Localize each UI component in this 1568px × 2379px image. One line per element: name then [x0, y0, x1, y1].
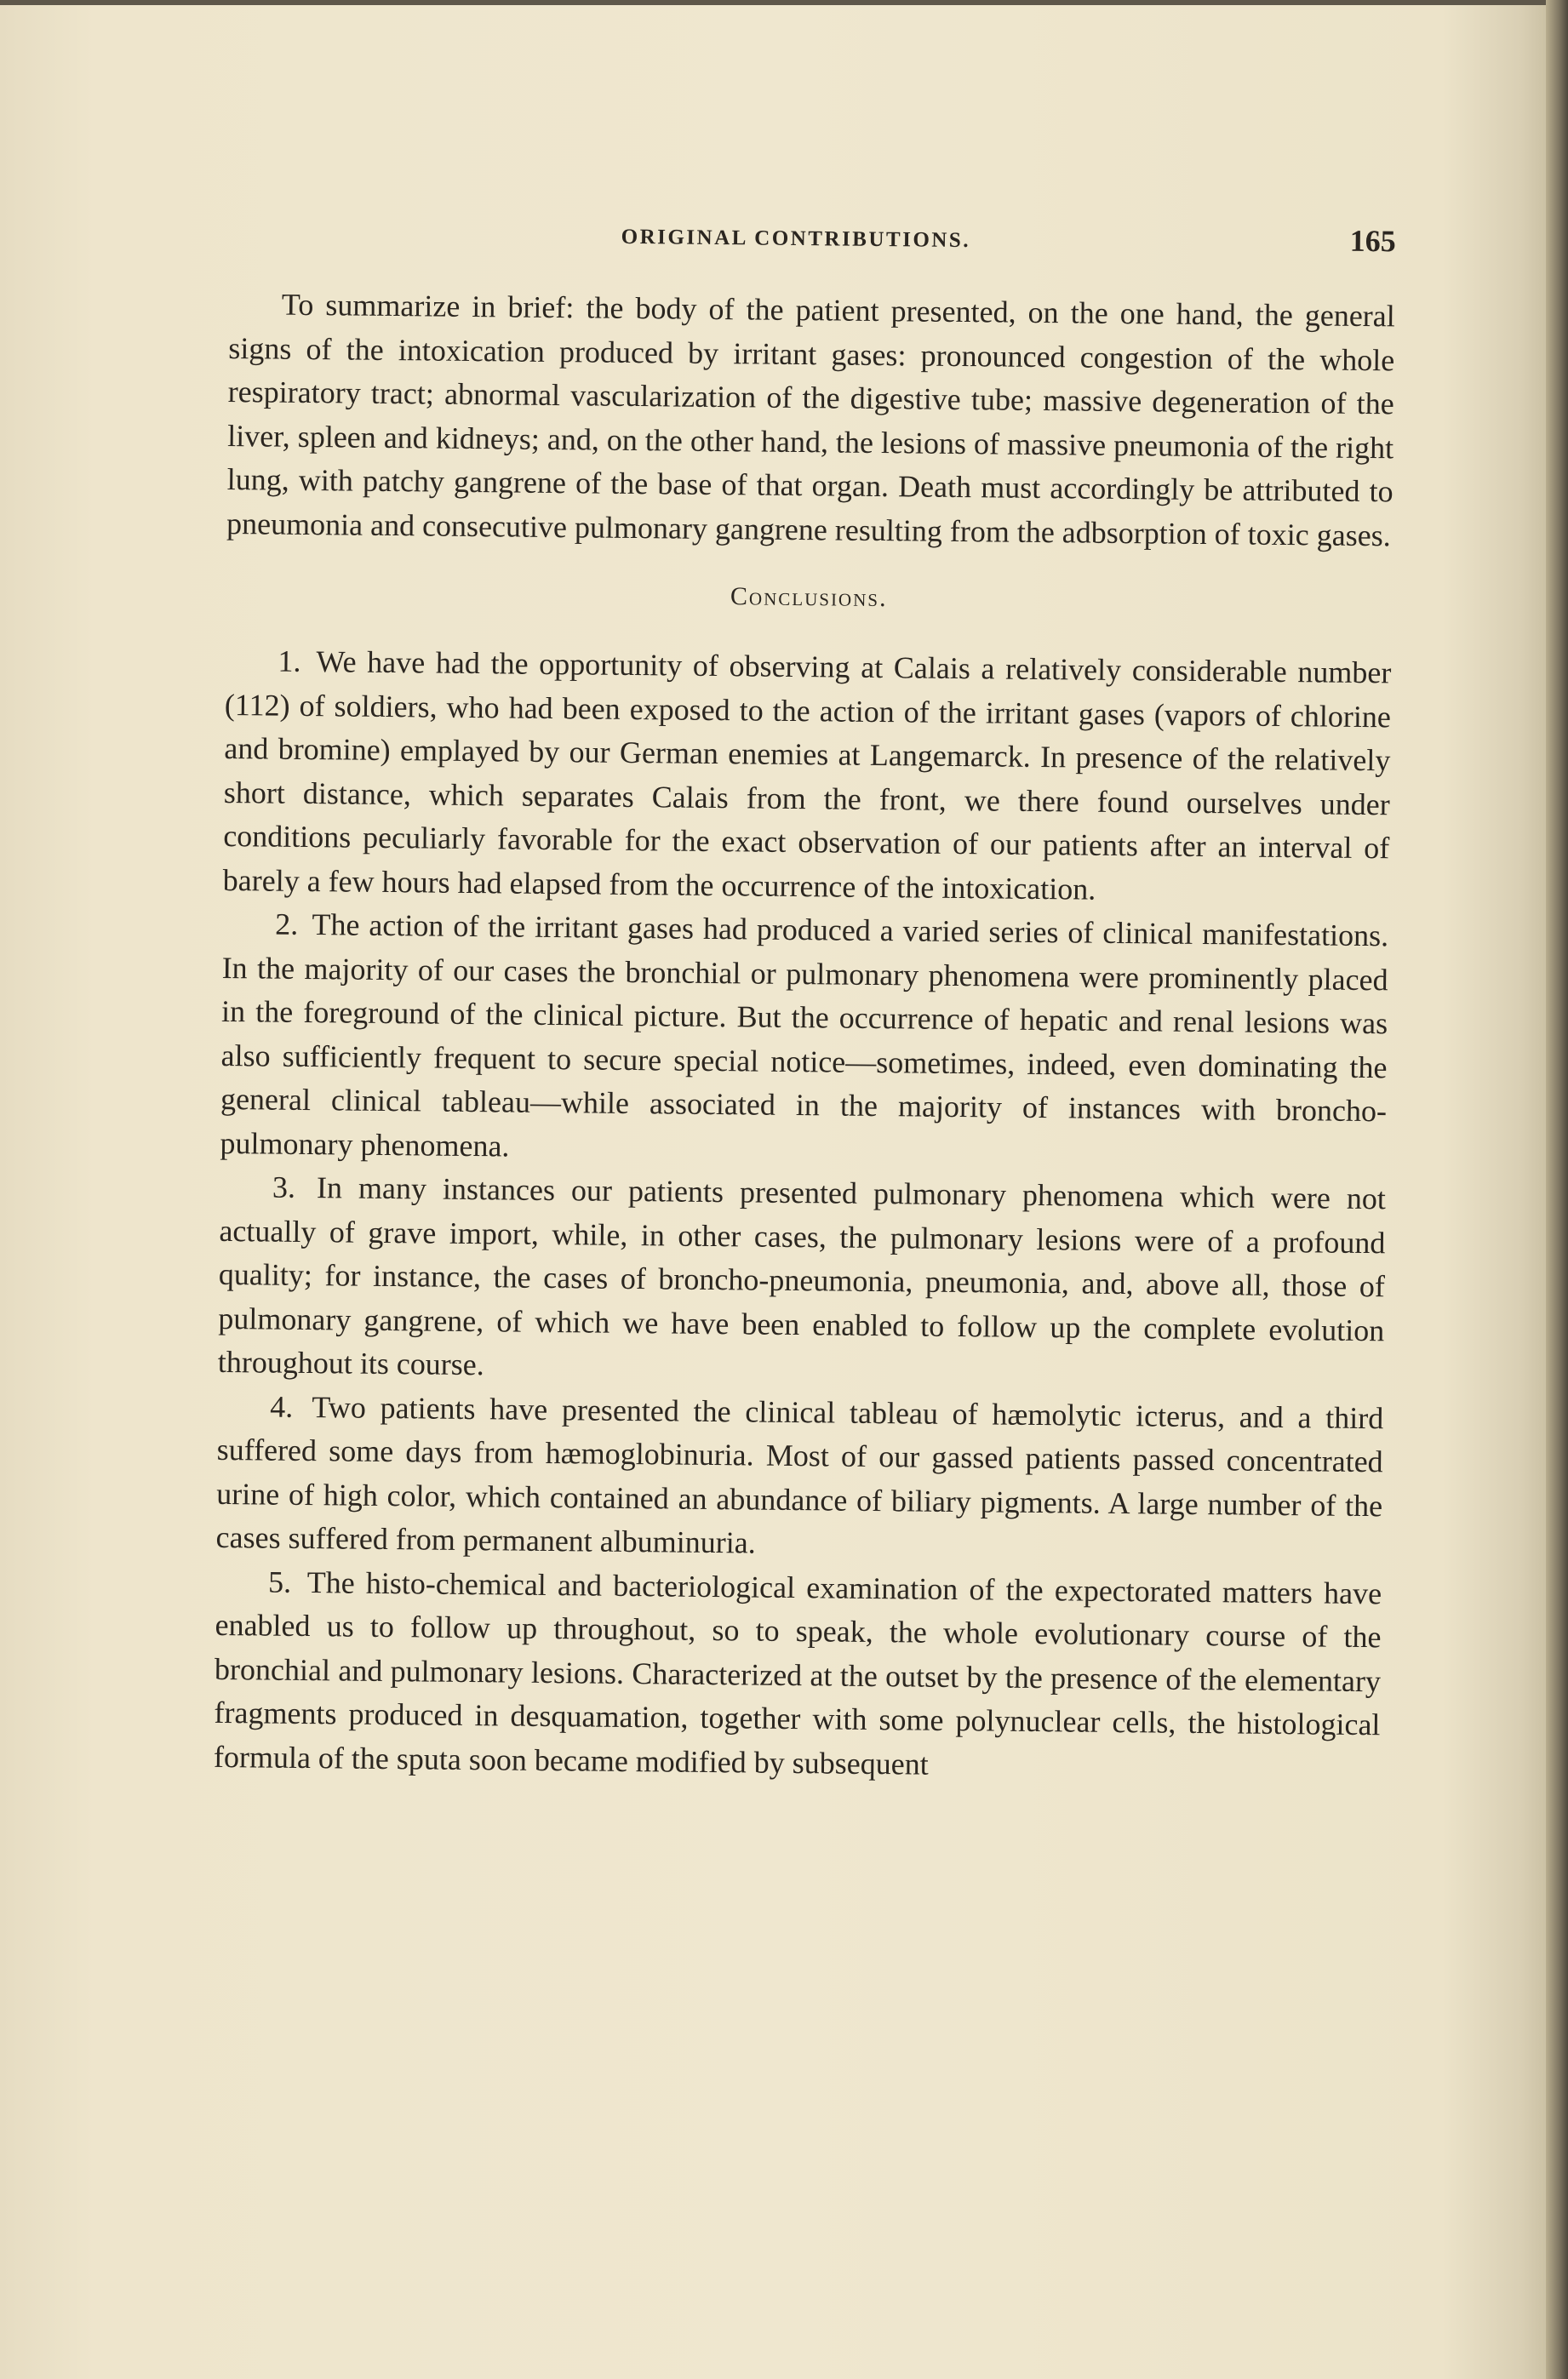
page-binding-edge [1546, 0, 1568, 2379]
page-content [214, 211, 1396, 1791]
conclusion-item-1 [222, 639, 1391, 914]
conclusion-number: 2. [275, 906, 299, 941]
conclusion-item-5 [214, 1559, 1382, 1791]
conclusion-text: The action of the irritant gases had produced a varied series of clinical manifestations. In the majority of our cases the bronchial or pulmonary phenomena were prominently placed in the foreground of the clinical picture. But the occurrence of hepatic and renal lesions was also sufficiently frequent to secure special notice—sometimes, indeed, even dominating the general clinical tableau—while associated in the majority of instances with broncho-pulmonary phenomena. [220, 907, 1389, 1163]
conclusion-number: 5. [267, 1564, 292, 1599]
conclusion-item-4 [215, 1384, 1383, 1571]
conclusion-text: The histo-chemical and bacteriological examination of the expectorated matters have enabled us to follow up throughout, so to speak, the whole evolutionary course of the bronchial and pulmonary lesions. Characterized at the outset by the presence of the elementary fragments produced in desquamation, together with some polynuclear cells, the histological formula of the sputa soon became modified by subsequent [213, 1564, 1382, 1781]
conclusion-item-3 [218, 1165, 1387, 1397]
conclusion-text: Two patients have presented the clinical tableau of hæmolytic icterus, and a third suffered some days from hæmoglobinuria. Most of our gassed patients passed concentrated urine of high color, which contained an abundance of biliary pigments. A large number of the cases suffered from permanent albuminuria. [215, 1389, 1384, 1560]
summary-paragraph: To summarize in brief: the body of the patient presented, on the one hand, the general signs of the intoxication produced by irritant gases: pronounced congestion of the whole respiratory tract; abnormal vascularization of the digestive tube; massive degeneration of the liver, spleen and kidneys; and, on the other hand, the lesions of massive pneumonia of the right lung, with patchy gangrene of the base of that organ. Death must accordingly be attributed to pneumonia and consecutive pulmonary gangrene resulting from the adbsorption of toxic gases. [226, 287, 1395, 552]
conclusion-number: 3. [272, 1169, 296, 1204]
running-head-title: ORIGINAL CONTRIBUTIONS. [621, 225, 971, 253]
conclusion-text: In many instances our patients presented pulmonary phenomena which were not actually of grave import, while, in other cases, the pulmonary lesions were of a profound quality; for instance, the cases of broncho-pneumonia, pneumonia, and, above all, those of pulmonary gangrene, of which we have been enabled to follow up the complete evolution throughout its course. [217, 1170, 1387, 1382]
conclusion-text: We have had the opportunity of observing at Calais a relatively considerable number (112) of soldiers, who had been exposed to the action of the irritant gases (vapors of chlorine and bromine) emplayed by our German enemies at Langemarck. In presence of the relatively short distance, which separates Calais from the front, we there found ourselves under conditions peculiarly favorable for the exact observation of our patients after an interval of barely a few hours had elapsed from the occurrence of the intoxication. [222, 644, 1392, 906]
conclusion-item-2 [220, 902, 1388, 1177]
page-number: 165 [1349, 223, 1396, 259]
conclusions-heading: Conclusions. [730, 582, 888, 613]
conclusion-number: 1. [278, 643, 301, 678]
conclusion-number: 4. [270, 1389, 294, 1424]
page-top-edge [0, 0, 1568, 5]
running-head [229, 211, 1396, 274]
